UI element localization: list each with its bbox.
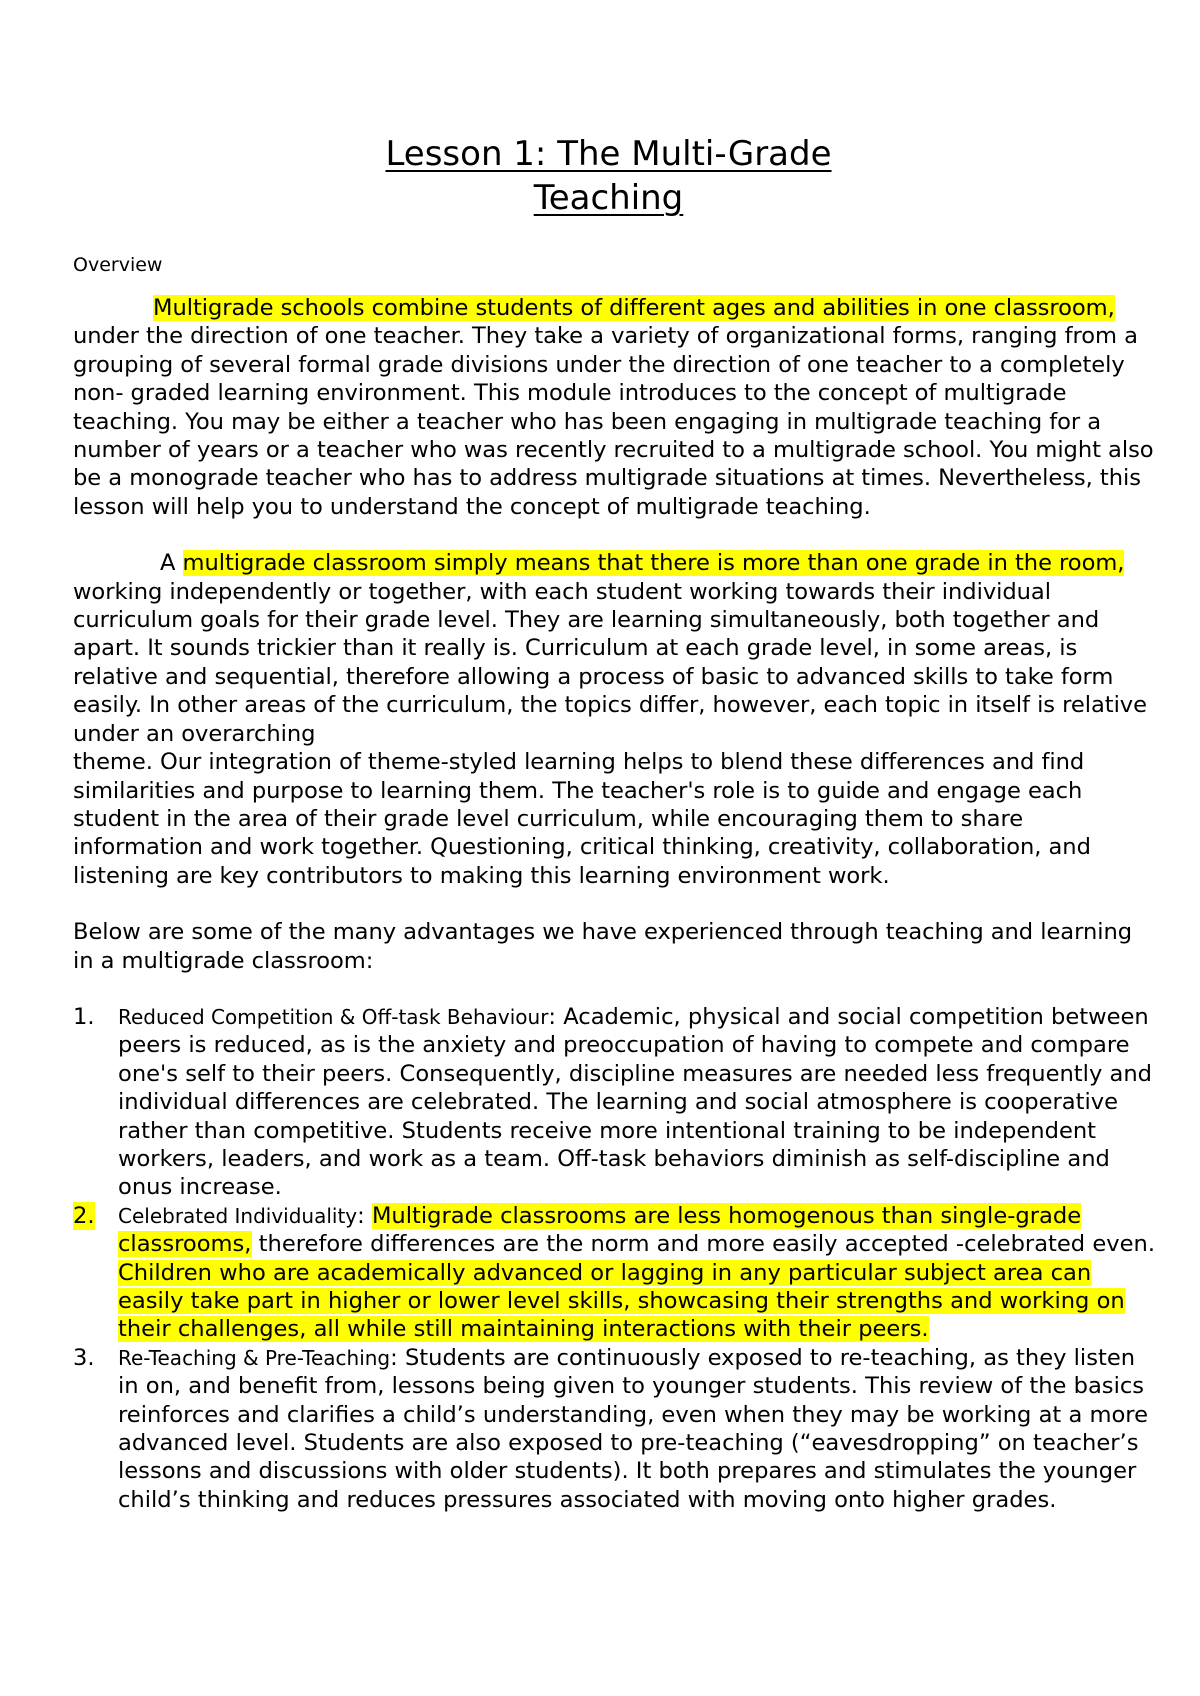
list-number: 1. <box>73 1003 95 1030</box>
paragraph-advantages-intro: Below are some of the many advantages we have experienced through teaching and learning in a multigrade classroom: <box>73 919 1133 974</box>
advantage-term: Reduced Competition & Off-task Behaviour <box>118 1004 549 1029</box>
highlighted-text: Multigrade classrooms are less homogenous than single-grade classrooms, <box>118 1202 1082 1258</box>
lesson-title <box>59 132 1158 220</box>
term-colon: : <box>357 1202 372 1229</box>
advantage-term: Celebrated Individuality <box>118 1203 358 1228</box>
overview-heading: Overview <box>73 254 163 276</box>
list-item <box>73 1003 1158 1202</box>
list-number: 2. <box>73 1202 95 1229</box>
title-line-2: Teaching <box>533 178 684 218</box>
advantage-text: Academic, physical and social competition between peers is reduced, as is the anxiety and preoccupation of having to compete and compare one's self to their peers. Consequently, discipline measures are needed less frequently and individual differences are celebrated. The learning and social atmosphere is cooperative rather than competitive. Students receive more intentional training to be independent workers, leaders, and work as a team. Off-task behaviors diminish as self-discipline and onus increase. <box>118 1003 1153 1201</box>
advantage-text: therefore differences are the norm and more easily accepted -celebrated even. <box>251 1231 1156 1258</box>
paragraph-text: under the direction of one teacher. They take a variety of organizational forms, ranging from a grouping of several formal grade divisions under the direction of one teacher to a completely non- graded learning environment. This module introduces to the concept of multigrade teaching. You may be either a teacher who has been engaging in multigrade teaching for a number of years or a teacher who was recently recruited to a multigrade school. You might also be a monograde teacher who has to address multigrade situations at times. Nevertheless, this lesson will help you to understand the concept of multigrade teaching. <box>73 323 1154 520</box>
term-colon: : <box>548 1003 564 1030</box>
paragraph-lead: A <box>160 550 183 577</box>
term-colon: : <box>390 1344 405 1371</box>
advantage-term: Re-Teaching & Pre-Teaching <box>118 1345 391 1370</box>
highlighted-text: multigrade classroom simply means that there is more than one grade in the room, <box>182 550 1125 577</box>
paragraph-text: working independently or together, with each student working towards their individual curriculum goals for their grade level. They are learning simultaneously, both together and apart. It sounds trickier than it really is. Curriculum at each grade level, in some areas, is relative and sequential, therefore allowing a process of basic to advanced skills to take form easily. In other areas of the curriculum, the topics differ, however, each topic in itself is relative under an overarching <box>73 578 1147 747</box>
paragraph-definition <box>73 549 1158 890</box>
list-item <box>73 1344 1158 1514</box>
list-item <box>73 1202 1158 1344</box>
document-page <box>73 132 1158 1514</box>
list-number: 3. <box>73 1344 95 1371</box>
advantage-text: Students are continuously exposed to re-teaching, as they listen in on, and benefit from, lessons being given to younger students. This review of the basics reinforces and clarifies a child’s understanding, even when they may be working at a more advanced level. Students are also exposed to pre-teaching (“eavesdropping” on teacher’s lessons and discussions with older students). It both prepares and stimulates the younger child’s thinking and reduces pressures associated with moving onto higher grades. <box>118 1344 1149 1513</box>
highlighted-text: Multigrade schools combine students of different ages and abilities in one classroom, <box>153 295 1115 321</box>
title-line-1: Lesson 1: The Multi-Grade <box>385 134 832 174</box>
paragraph-intro <box>73 294 1158 521</box>
paragraph-text-continued: theme. Our integration of theme-styled learning helps to blend these differences and find similarities and purpose to learning them. The teacher's role is to guide and engage each student in the area of their grade level curriculum, while encouraging them to share information and work together. Questioning, critical thinking, creativity, collaboration, and listening are key contributors to making this learning environment work. <box>73 749 1091 889</box>
highlighted-text: Children who are academically advanced or lagging in any particular subject area can easily take part in higher or lower level skills, showcasing their strengths and working on their challenges, all while still maintaining interactions with their peers. <box>118 1259 1125 1343</box>
advantages-list <box>73 1003 1158 1514</box>
